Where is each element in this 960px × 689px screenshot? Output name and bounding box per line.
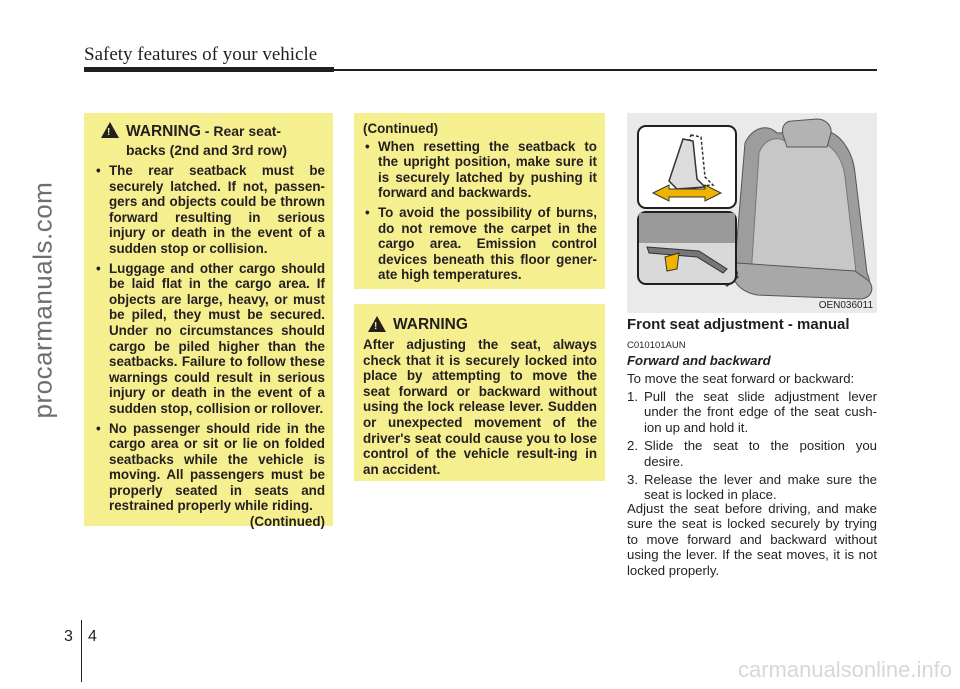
list-item: 3. Release the lever and make sure the seat is locked in place. bbox=[627, 472, 877, 503]
warning-title: WARNING bbox=[126, 123, 201, 140]
section-intro: To move the seat forward or backward: bbox=[627, 371, 855, 386]
page-header-title: Safety features of your vehicle bbox=[84, 44, 318, 65]
side-watermark: procarmanuals.com bbox=[27, 181, 58, 419]
continued-label: (Continued) bbox=[363, 121, 439, 136]
warning-box-continued bbox=[354, 113, 605, 289]
section-title: Front seat adjustment - manual bbox=[627, 316, 850, 333]
seat-slide-icon bbox=[639, 127, 735, 207]
list-item: • Luggage and other cargo should be laid flat in the cargo area. If objects are large, heavy, or must be piled, they must be secured. Under no circumstances should cargo be piled higher than the seatbacks. Failure to follow these warnings could result in serious injury or death in the event of a sudden stop, collision or rollover. bbox=[94, 261, 325, 417]
seat-figure bbox=[627, 113, 877, 313]
header-rule bbox=[84, 69, 877, 71]
lever-inset bbox=[637, 211, 737, 285]
warning-text: After adjusting the seat, always check that it is securely locked into place by attempting to move the seat forward or backward without using the lock release lever. Sudden or unexpected movement of the driver's seat could cause you to lose control of the vehicle result-ing in an accident. bbox=[363, 337, 597, 477]
steps-list bbox=[627, 389, 877, 506]
chapter-number: 3 bbox=[64, 628, 73, 645]
list-item: • When resetting the seatback to the upright position, make sure it is securely latched by pushing it forward and backwards. bbox=[363, 139, 597, 201]
continued-label: (Continued) bbox=[249, 514, 325, 530]
lever-icon bbox=[639, 213, 735, 283]
section-final-paragraph: Adjust the seat before driving, and make sure the seat is locked securely by trying to move forward and backward without using the lever. If the seat moves, it is not locked properly. bbox=[627, 501, 877, 578]
list-item: 2. Slide the seat to the position you desire. bbox=[627, 438, 877, 469]
list-item: • No passenger should ride in the cargo area or sit or lie on folded seatbacks while the vehicle is moving. All passengers must be properly seated in seats and restrained properly while riding. bbox=[94, 421, 325, 515]
warning-subtitle-a: - Rear seat- bbox=[200, 123, 282, 139]
list-item: 1. Pull the seat slide adjustment lever under the front edge of the seat cush-ion up and hold it. bbox=[627, 389, 877, 435]
figure-code: OEN036011 bbox=[818, 300, 873, 311]
warning-triangle-icon bbox=[101, 122, 119, 138]
warning-list bbox=[94, 163, 325, 514]
warning-header bbox=[94, 122, 325, 159]
warning-box-seat-lock bbox=[354, 304, 605, 481]
page-divider bbox=[81, 620, 82, 682]
list-item: • To avoid the possibility of burns, do not remove the carpet in the cargo area. Emission control devices beneath this floor gener-ate high temperatures. bbox=[363, 205, 597, 283]
section-code: C010101AUN bbox=[627, 340, 686, 351]
warning-subtitle-b: backs (2nd and 3rd row) bbox=[126, 142, 288, 158]
section-subtitle: Forward and backward bbox=[627, 353, 771, 368]
warning-list bbox=[363, 139, 597, 283]
list-item: • The rear seatback must be securely latched. If not, passen-gers and objects could be thrown forward resulting in serious injury or death in the event of a sudden stop or collision. bbox=[94, 163, 325, 257]
warning-box-rear-seatbacks bbox=[84, 113, 333, 530]
seat-slide-inset bbox=[637, 125, 737, 209]
warning-header bbox=[363, 316, 597, 334]
warning-triangle-icon bbox=[368, 316, 386, 332]
page-number: 4 bbox=[88, 628, 97, 645]
warning-title: WARNING bbox=[393, 316, 468, 333]
bottom-watermark: carmanualsonline.info bbox=[737, 657, 952, 682]
